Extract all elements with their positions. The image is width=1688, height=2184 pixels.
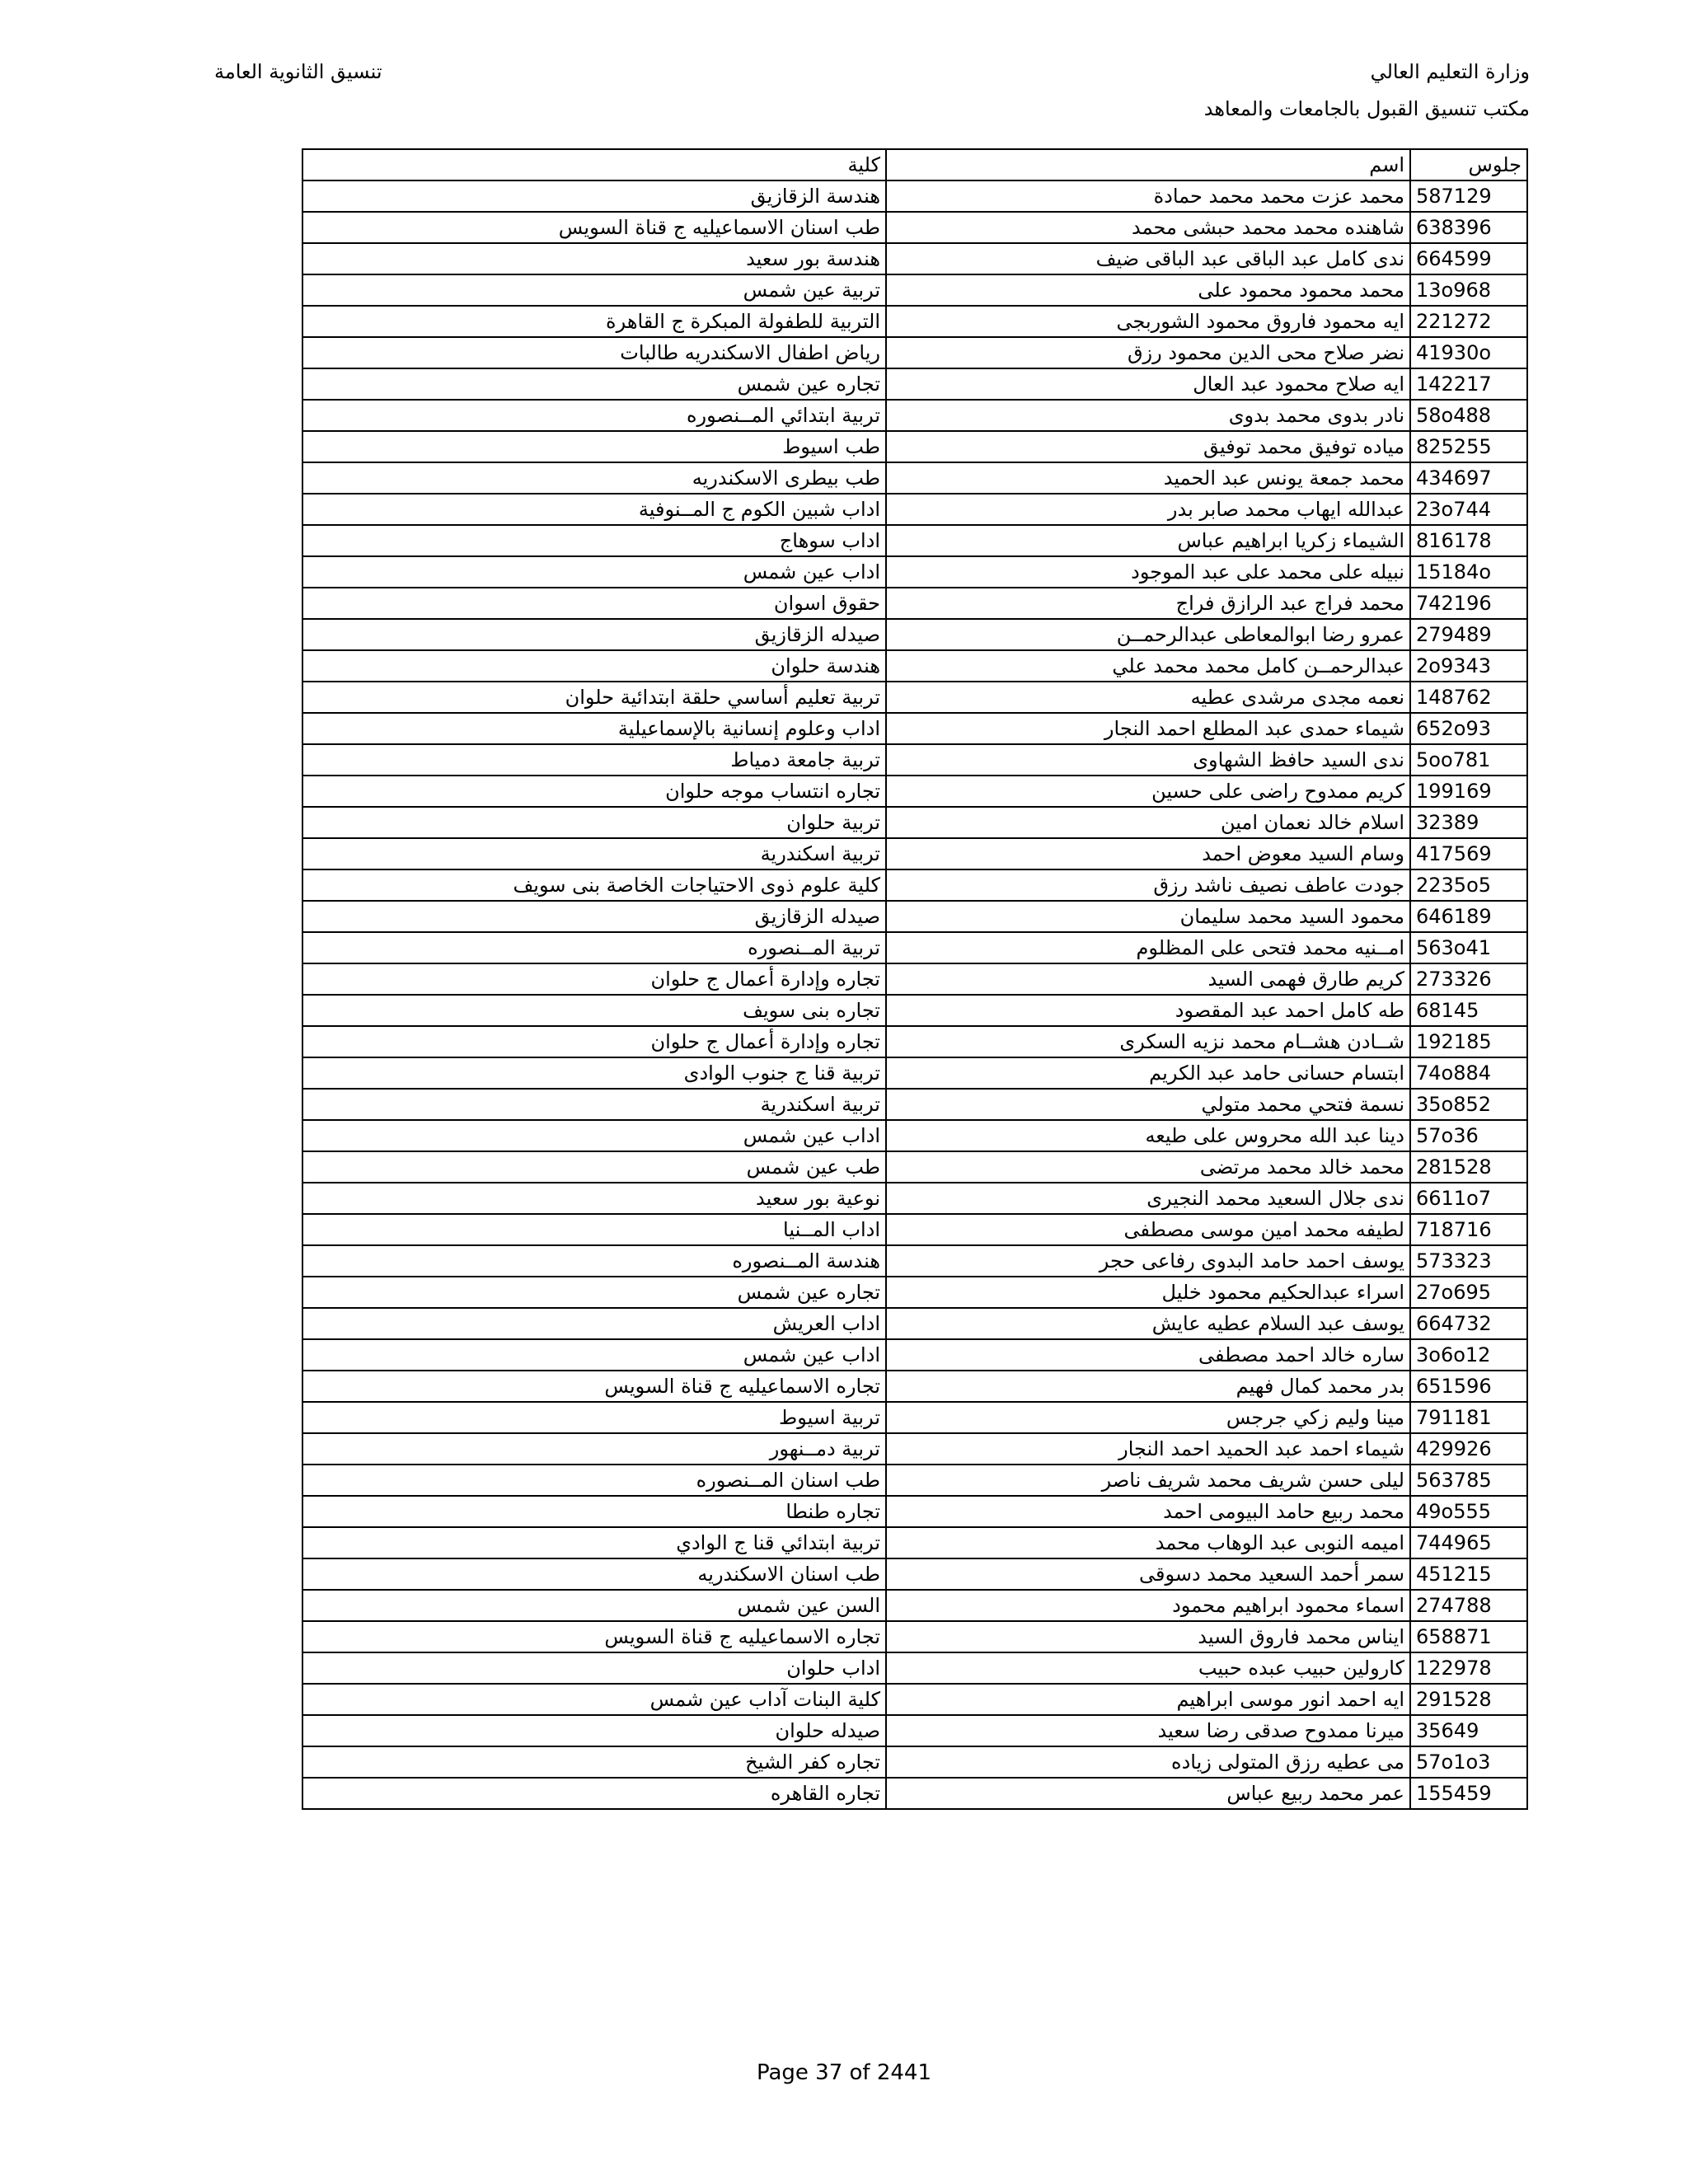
faculty-cell: اداب حلوان (302, 1652, 886, 1684)
seat-number-cell: 646189 (1410, 901, 1527, 932)
faculty-cell: طب اسنان المــنصوره (302, 1465, 886, 1496)
faculty-cell: تجاره عين شمس (302, 1277, 886, 1308)
table-row (302, 1590, 1527, 1621)
student-name-cell: محمد محمود محمود على (886, 274, 1410, 306)
seat-number-cell: 429926 (1410, 1433, 1527, 1465)
faculty-cell: تجاره كفر الشيخ (302, 1746, 886, 1778)
table-row (302, 1151, 1527, 1183)
student-name-cell: محمد خالد محمد مرتضى (886, 1151, 1410, 1183)
table-row (302, 274, 1527, 306)
table-row (302, 1057, 1527, 1089)
column-header-seat: جلوس (1410, 149, 1527, 180)
admissions-table (302, 148, 1528, 1810)
table-row (302, 1402, 1527, 1433)
table-row (302, 525, 1527, 556)
seat-number-cell: 274788 (1410, 1590, 1527, 1621)
seat-number-cell: 142217 (1410, 368, 1527, 400)
faculty-cell: رياض اطفال الاسكندريه طالبات (302, 337, 886, 368)
table-row (302, 838, 1527, 869)
seat-number-cell: 49o555 (1410, 1496, 1527, 1527)
table-row (302, 431, 1527, 462)
faculty-cell: تجاره بنى سويف (302, 995, 886, 1026)
student-name-cell: اسلام خالد نعمان امين (886, 807, 1410, 838)
seat-number-cell: 13o968 (1410, 274, 1527, 306)
faculty-cell: تجاره وإدارة أعمال ج حلوان (302, 1026, 886, 1057)
student-name-cell: نادر بدوى محمد بدوى (886, 400, 1410, 431)
seat-number-cell: 744965 (1410, 1527, 1527, 1558)
seat-number-cell: 57o1o3 (1410, 1746, 1527, 1778)
seat-number-cell: 291528 (1410, 1684, 1527, 1715)
seat-number-cell: 2235o5 (1410, 869, 1527, 901)
student-name-cell: ميرنا ممدوح صدقى رضا سعيد (886, 1715, 1410, 1746)
table-row (302, 368, 1527, 400)
seat-number-cell: 27o695 (1410, 1277, 1527, 1308)
seat-number-cell: 273326 (1410, 963, 1527, 995)
table-row (302, 1558, 1527, 1590)
student-name-cell: شاهنده محمد محمد حبشى محمد (886, 212, 1410, 243)
table-row (302, 556, 1527, 588)
student-name-cell: عبدالله ايهاب محمد صابر بدر (886, 494, 1410, 525)
faculty-cell: كلية البنات آداب عين شمس (302, 1684, 886, 1715)
table-row (302, 682, 1527, 713)
seat-number-cell: 281528 (1410, 1151, 1527, 1183)
faculty-cell: تجاره طنطا (302, 1496, 886, 1527)
faculty-cell: تربية تعليم أساسي حلقة ابتدائية حلوان (302, 682, 886, 713)
table-row (302, 1684, 1527, 1715)
faculty-cell: تجاره عين شمس (302, 368, 886, 400)
table-row (302, 1715, 1527, 1746)
faculty-cell: اداب المــنيا (302, 1214, 886, 1245)
student-name-cell: محمد عزت محمد محمد حمادة (886, 180, 1410, 212)
student-name-cell: مى عطيه رزق المتولى زياده (886, 1746, 1410, 1778)
table-row (302, 807, 1527, 838)
student-name-cell: اسراء عبدالحكيم محمود خليل (886, 1277, 1410, 1308)
faculty-cell: هندسة بور سعيد (302, 243, 886, 274)
table-row (302, 776, 1527, 807)
column-header-name: اسم (886, 149, 1410, 180)
student-name-cell: ايه محمود فاروق محمود الشوربجى (886, 306, 1410, 337)
seat-number-cell: 279489 (1410, 619, 1527, 650)
seat-number-cell: 638396 (1410, 212, 1527, 243)
student-name-cell: محمد فراج عبد الرازق فراج (886, 588, 1410, 619)
faculty-cell: هندسة المــنصوره (302, 1245, 886, 1277)
seat-number-cell: 664599 (1410, 243, 1527, 274)
faculty-cell: هندسة الزقازيق (302, 180, 886, 212)
table-row (302, 1652, 1527, 1684)
faculty-cell: تربية دمــنهور (302, 1433, 886, 1465)
faculty-cell: اداب عين شمس (302, 1120, 886, 1151)
table-row (302, 1120, 1527, 1151)
student-name-cell: مياده توفيق محمد توفيق (886, 431, 1410, 462)
student-name-cell: محمد ربيع حامد البيومى احمد (886, 1496, 1410, 1527)
seat-number-cell: 6611o7 (1410, 1183, 1527, 1214)
faculty-cell: اداب سوهاج (302, 525, 886, 556)
seat-number-cell: 573323 (1410, 1245, 1527, 1277)
seat-number-cell: 221272 (1410, 306, 1527, 337)
student-name-cell: ندى جلال السعيد محمد النجيرى (886, 1183, 1410, 1214)
table-row (302, 650, 1527, 682)
student-name-cell: كارولين حبيب عبده حبيب (886, 1652, 1410, 1684)
seat-number-cell: 651596 (1410, 1371, 1527, 1402)
table-row (302, 1214, 1527, 1245)
table-row (302, 1527, 1527, 1558)
student-name-cell: بدر محمد كمال فهيم (886, 1371, 1410, 1402)
faculty-cell: تربية اسكندرية (302, 1089, 886, 1120)
student-name-cell: جودت عاطف نصيف ناشد رزق (886, 869, 1410, 901)
student-name-cell: لطيفه محمد امين موسى مصطفى (886, 1214, 1410, 1245)
seat-number-cell: 2o9343 (1410, 650, 1527, 682)
student-name-cell: وسام السيد معوض احمد (886, 838, 1410, 869)
faculty-cell: اداب وعلوم إنسانية بالإسماعيلية (302, 713, 886, 744)
table-row (302, 212, 1527, 243)
table-row (302, 1778, 1527, 1809)
faculty-cell: تربية جامعة دمياط (302, 744, 886, 776)
table-row (302, 1277, 1527, 1308)
faculty-cell: تجاره القاهره (302, 1778, 886, 1809)
seat-number-cell: 15184o (1410, 556, 1527, 588)
faculty-cell: تربية ابتدائي قنا ج الوادي (302, 1527, 886, 1558)
faculty-cell: اداب عين شمس (302, 556, 886, 588)
faculty-cell: السن عين شمس (302, 1590, 886, 1621)
seat-number-cell: 155459 (1410, 1778, 1527, 1809)
seat-number-cell: 742196 (1410, 588, 1527, 619)
student-name-cell: اميمه النوبى عبد الوهاب محمد (886, 1527, 1410, 1558)
student-name-cell: كريم طارق فهمى السيد (886, 963, 1410, 995)
seat-number-cell: 652o93 (1410, 713, 1527, 744)
faculty-cell: تربية المــنصوره (302, 932, 886, 963)
seat-number-cell: 587129 (1410, 180, 1527, 212)
faculty-cell: تربية اسكندرية (302, 838, 886, 869)
seat-number-cell: 32389 (1410, 807, 1527, 838)
student-name-cell: اسماء محمود ابراهيم محمود (886, 1590, 1410, 1621)
faculty-cell: صيدله الزقازيق (302, 901, 886, 932)
faculty-cell: تجاره الاسماعيليه ج قناة السويس (302, 1621, 886, 1652)
student-name-cell: ندى السيد حافظ الشهاوى (886, 744, 1410, 776)
faculty-cell: نوعية بور سعيد (302, 1183, 886, 1214)
seat-number-cell: 199169 (1410, 776, 1527, 807)
page-number: Page 37 of 2441 (756, 2060, 932, 2085)
table-row (302, 1746, 1527, 1778)
student-name-cell: ابتسام حسانى حامد عبد الكريم (886, 1057, 1410, 1089)
table-row (302, 1621, 1527, 1652)
table-row (302, 995, 1527, 1026)
table-row (302, 1496, 1527, 1527)
seat-number-cell: 122978 (1410, 1652, 1527, 1684)
faculty-cell: تجاره وإدارة أعمال ج حلوان (302, 963, 886, 995)
faculty-cell: طب اسنان الاسكندريه (302, 1558, 886, 1590)
table-row (302, 494, 1527, 525)
faculty-cell: التربية للطفولة المبكرة ج القاهرة (302, 306, 886, 337)
seat-number-cell: 451215 (1410, 1558, 1527, 1590)
seat-number-cell: 434697 (1410, 462, 1527, 494)
student-name-cell: نسمة فتحي محمد متولي (886, 1089, 1410, 1120)
header-ministry-block (1204, 58, 1530, 132)
student-name-cell: نعمه مجدى مرشدى عطيه (886, 682, 1410, 713)
table-row (302, 1245, 1527, 1277)
seat-number-cell: 825255 (1410, 431, 1527, 462)
student-name-cell: ايه صلاح محمود عبد العال (886, 368, 1410, 400)
faculty-cell: اداب شبين الكوم ج المــنوفية (302, 494, 886, 525)
table-row (302, 869, 1527, 901)
table-row (302, 243, 1527, 274)
student-name-cell: نضر صلاح محى الدين محمود رزق (886, 337, 1410, 368)
faculty-cell: صيدله حلوان (302, 1715, 886, 1746)
student-name-cell: ليلى حسن شريف محمد شريف ناصر (886, 1465, 1410, 1496)
seat-number-cell: 41930o (1410, 337, 1527, 368)
student-name-cell: عمرو رضا ابوالمعاطى عبدالرحمــن (886, 619, 1410, 650)
seat-number-cell: 35649 (1410, 1715, 1527, 1746)
office-title: مكتب تنسيق القبول بالجامعات والمعاهد (1203, 97, 1530, 120)
seat-number-cell: 563785 (1410, 1465, 1527, 1496)
student-name-cell: يوسف احمد حامد البدوى رفاعى حجر (886, 1245, 1410, 1277)
seat-number-cell: 148762 (1410, 682, 1527, 713)
student-name-cell: امــنيه محمد فتحى على المظلوم (886, 932, 1410, 963)
seat-number-cell: 5oo781 (1410, 744, 1527, 776)
seat-number-cell: 791181 (1410, 1402, 1527, 1433)
faculty-cell: طب بيطرى الاسكندريه (302, 462, 886, 494)
table-row (302, 400, 1527, 431)
seat-number-cell: 417569 (1410, 838, 1527, 869)
table-row (302, 901, 1527, 932)
faculty-cell: صيدله الزقازيق (302, 619, 886, 650)
student-name-cell: مينا وليم زكي جرجس (886, 1402, 1410, 1433)
student-name-cell: نبيله على محمد على عبد الموجود (886, 556, 1410, 588)
student-name-cell: ندى كامل عبد الباقى عبد الباقى ضيف (886, 243, 1410, 274)
faculty-cell: اداب عين شمس (302, 1339, 886, 1371)
table-row (302, 180, 1527, 212)
faculty-cell: تربية قنا ج جنوب الوادى (302, 1057, 886, 1089)
seat-number-cell: 816178 (1410, 525, 1527, 556)
table-row (302, 619, 1527, 650)
column-header-faculty: كلية (302, 149, 886, 180)
faculty-cell: طب اسنان الاسماعيليه ج قناة السويس (302, 212, 886, 243)
student-name-cell: طه كامل احمد عبد المقصود (886, 995, 1410, 1026)
student-name-cell: شيماء احمد عبد الحميد احمد النجار (886, 1433, 1410, 1465)
table-row (302, 306, 1527, 337)
student-name-cell: عمر محمد ربيع عباس (886, 1778, 1410, 1809)
table-row (302, 1089, 1527, 1120)
student-name-cell: محمود السيد محمد سليمان (886, 901, 1410, 932)
seat-number-cell: 68145 (1410, 995, 1527, 1026)
table-header-row (302, 149, 1527, 180)
student-name-cell: كريم ممدوح راضى على حسين (886, 776, 1410, 807)
student-name-cell: محمد جمعة يونس عبد الحميد (886, 462, 1410, 494)
seat-number-cell: 35o852 (1410, 1089, 1527, 1120)
seat-number-cell: 58o488 (1410, 400, 1527, 431)
faculty-cell: تربية عين شمس (302, 274, 886, 306)
table-row (302, 588, 1527, 619)
faculty-cell: طب اسيوط (302, 431, 886, 462)
student-name-cell: ايه احمد انور موسى ابراهيم (886, 1684, 1410, 1715)
seat-number-cell: 718716 (1410, 1214, 1527, 1245)
seat-number-cell: 563o41 (1410, 932, 1527, 963)
student-name-cell: الشيماء زكريا ابراهيم عباس (886, 525, 1410, 556)
student-name-cell: شــادن هشــام محمد نزيه السكرى (886, 1026, 1410, 1057)
table-row (302, 932, 1527, 963)
faculty-cell: اداب العريش (302, 1308, 886, 1339)
seat-number-cell: 57o36 (1410, 1120, 1527, 1151)
table-row (302, 1026, 1527, 1057)
faculty-cell: تربية ابتدائي المــنصوره (302, 400, 886, 431)
student-name-cell: يوسف عبد السلام عطيه عايش (886, 1308, 1410, 1339)
seat-number-cell: 658871 (1410, 1621, 1527, 1652)
student-name-cell: دينا عبد الله محروس على طيعه (886, 1120, 1410, 1151)
faculty-cell: تجاره انتساب موجه حلوان (302, 776, 886, 807)
table-row (302, 337, 1527, 368)
table-row (302, 1308, 1527, 1339)
faculty-cell: تربية اسيوط (302, 1402, 886, 1433)
table-row (302, 462, 1527, 494)
student-name-cell: شيماء حمدى عبد المطلع احمد النجار (886, 713, 1410, 744)
seat-number-cell: 3o6o12 (1410, 1339, 1527, 1371)
table-row (302, 1465, 1527, 1496)
faculty-cell: طب عين شمس (302, 1151, 886, 1183)
seat-number-cell: 192185 (1410, 1026, 1527, 1057)
table-row (302, 1433, 1527, 1465)
ministry-title: وزارة التعليم العالي (1370, 60, 1530, 83)
table-row (302, 963, 1527, 995)
seat-number-cell: 23o744 (1410, 494, 1527, 525)
student-name-cell: ساره خالد احمد مصطفى (886, 1339, 1410, 1371)
table-row (302, 713, 1527, 744)
table-row (302, 1339, 1527, 1371)
seat-number-cell: 664732 (1410, 1308, 1527, 1339)
table-row (302, 1371, 1527, 1402)
table-row (302, 744, 1527, 776)
document-title: تنسيق الثانوية العامة (214, 60, 382, 83)
faculty-cell: تربية حلوان (302, 807, 886, 838)
table-row (302, 1183, 1527, 1214)
student-name-cell: عبدالرحمــن كامل محمد محمد علي (886, 650, 1410, 682)
student-name-cell: سمر أحمد السعيد محمد دسوقى (886, 1558, 1410, 1590)
student-name-cell: ايناس محمد فاروق السيد (886, 1621, 1410, 1652)
faculty-cell: تجاره الاسماعيليه ج قناة السويس (302, 1371, 886, 1402)
faculty-cell: حقوق اسوان (302, 588, 886, 619)
faculty-cell: كلية علوم ذوى الاحتياجات الخاصة بنى سويف (302, 869, 886, 901)
faculty-cell: هندسة حلوان (302, 650, 886, 682)
seat-number-cell: 74o884 (1410, 1057, 1527, 1089)
